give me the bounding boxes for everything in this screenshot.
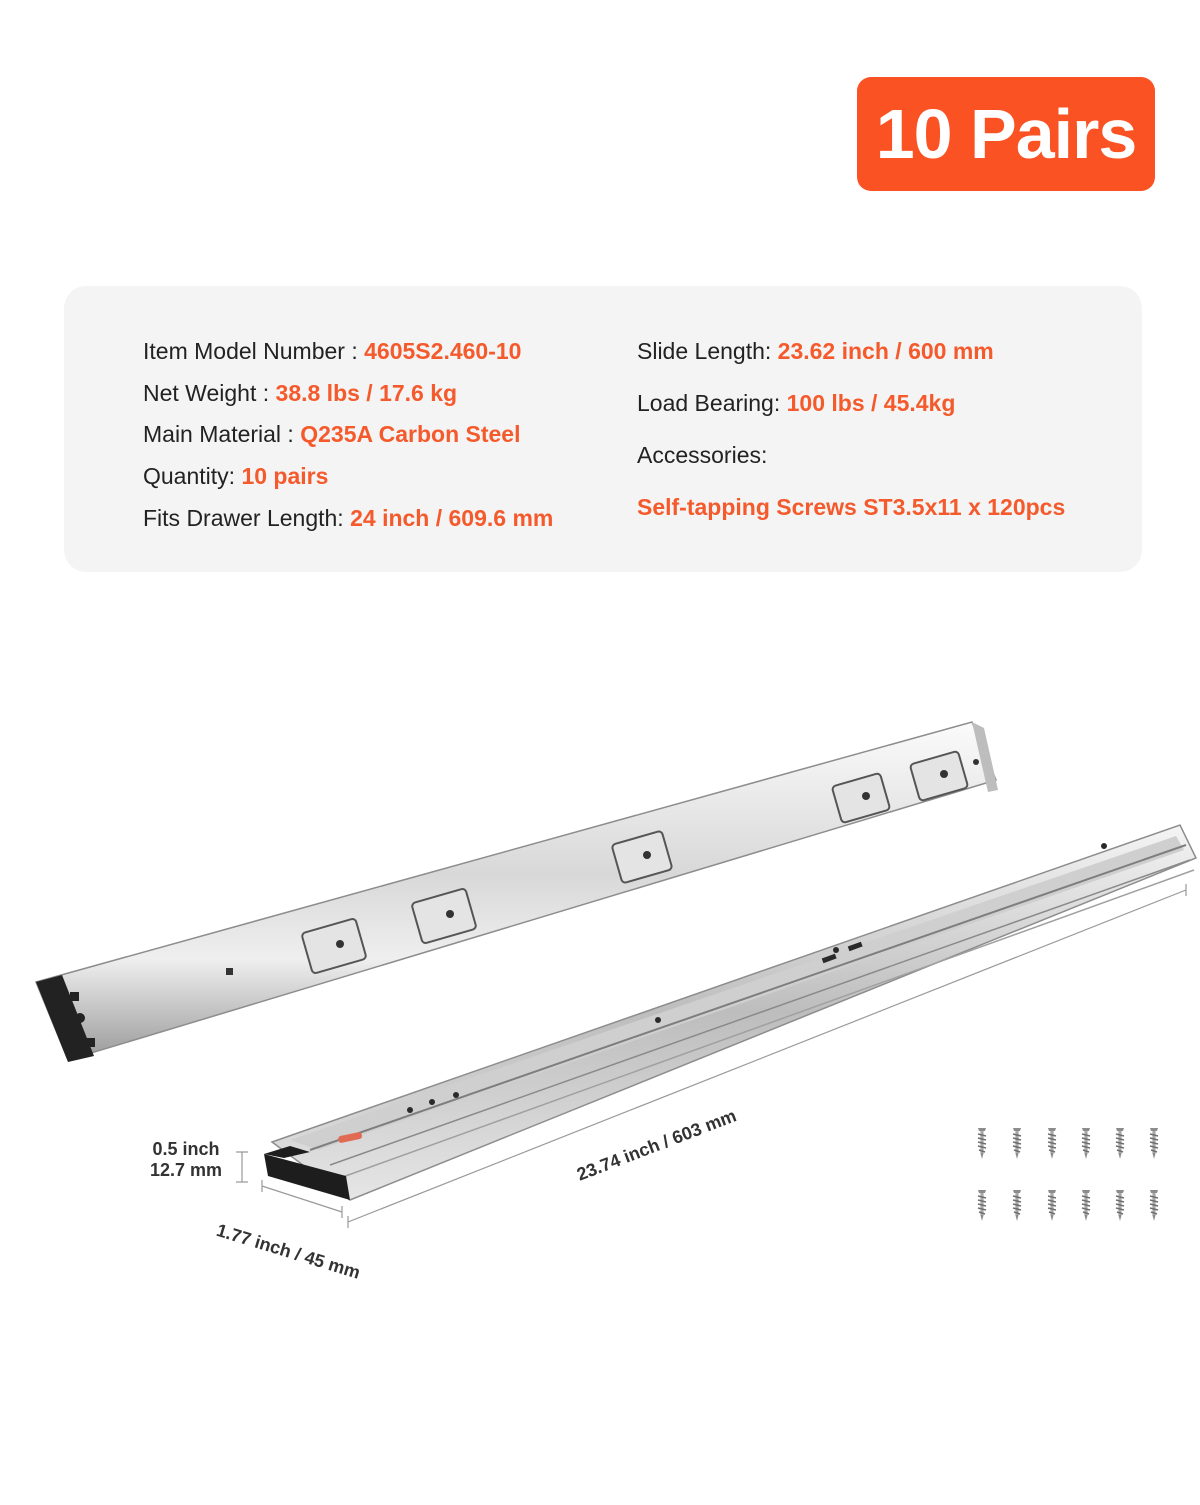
height-inch: 0.5 inch: [152, 1139, 220, 1159]
length-dimension-label: 23.74 inch / 603 mm: [574, 1105, 740, 1185]
spec-label: Load Bearing:: [637, 390, 787, 416]
spec-load-bearing: [637, 388, 955, 418]
quantity-badge-text: 10 Pairs: [875, 95, 1137, 173]
height-dimension-label: [150, 1139, 222, 1181]
spec-quantity: [143, 461, 328, 491]
spec-value: Q235A Carbon Steel: [300, 421, 521, 447]
width-dimension-label: 1.77 inch / 45 mm: [214, 1220, 363, 1283]
spec-label: Net Weight :: [143, 380, 276, 406]
spec-label: Item Model Number :: [143, 338, 365, 364]
height-mm: 12.7 mm: [150, 1160, 223, 1180]
spec-accessories: [637, 440, 767, 470]
spec-net-weight: [143, 378, 457, 408]
spec-value: 100 lbs / 45.4kg: [786, 390, 956, 416]
spec-drawer-length: [143, 503, 553, 533]
spec-label: Fits Drawer Length:: [143, 505, 351, 531]
spec-value: Self-tapping Screws ST3.5x11 x 120pcs: [637, 494, 1066, 520]
spec-value: 24 inch / 609.6 mm: [350, 505, 554, 531]
spec-slide-length: [637, 336, 994, 366]
drawer-slide-icon: [36, 722, 998, 1062]
spec-value: 10 pairs: [241, 463, 329, 489]
spec-value: 4605S2.460-10: [364, 338, 522, 364]
spec-model-number: [143, 336, 521, 366]
spec-accessories-value: [637, 492, 1065, 522]
spec-panel: [64, 286, 1142, 572]
product-figure: [0, 600, 1200, 1500]
spec-label: Quantity:: [143, 463, 242, 489]
quantity-badge: [857, 77, 1155, 191]
spec-label: Accessories:: [637, 442, 768, 468]
screws: [978, 1128, 1158, 1221]
spec-main-material: [143, 419, 521, 449]
spec-value: 23.62 inch / 600 mm: [777, 338, 994, 364]
spec-label: Main Material :: [143, 421, 301, 447]
spec-value: 38.8 lbs / 17.6 kg: [275, 380, 458, 406]
spec-label: Slide Length:: [637, 338, 778, 364]
